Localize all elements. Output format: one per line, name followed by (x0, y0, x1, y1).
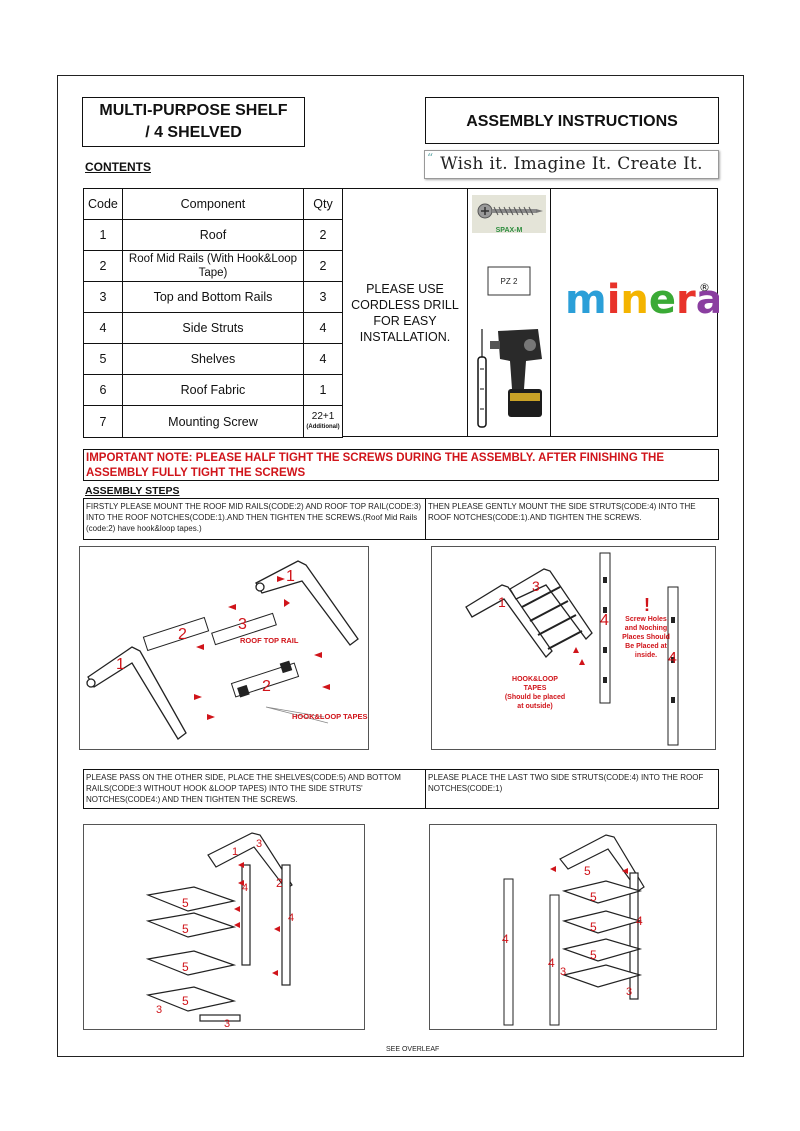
hook-loop-label: HOOK&LOOP TAPES (292, 712, 368, 721)
header-component: Component (122, 189, 303, 220)
row-qty-note: (Additional) (306, 423, 340, 430)
row-code: 6 (84, 375, 123, 406)
logo-letter: m (565, 277, 607, 323)
step1-text: FIRSTLY PLEASE MOUNT THE ROOF MID RAILS(CODE:2) AND ROOF TOP RAIL(CODE:3) INTO THE ROOF NOTCHES(CODE:1).AND THEN TIGHTEN THE SCREWS.(Roof Mid Rails (code:2) have hook&loop tapes.) (83, 498, 426, 540)
quote-icon: “ (427, 151, 434, 165)
row-code: 1 (84, 220, 123, 251)
slogan-text: Wish it. Imagine It. Create It. (440, 154, 703, 174)
row-component: Side Struts (122, 313, 303, 344)
row-code: 3 (84, 282, 123, 313)
label-code-1a: 1 (116, 656, 125, 673)
label-code-5d: 5 (590, 948, 597, 962)
roof-assembly (466, 569, 592, 657)
screw-brand: SPAX-M (495, 227, 523, 234)
label-code-5c: 5 (182, 960, 189, 974)
side-strut-left (504, 879, 513, 1025)
row-code: 4 (84, 313, 123, 344)
row-component: Roof (122, 220, 303, 251)
label-code-3b: 3 (626, 986, 633, 998)
label-code-3: 3 (238, 616, 247, 633)
parts-table (83, 188, 343, 438)
figure-step2-drawing (432, 547, 717, 751)
step2-text: THEN PLEASE GENTLY MOUNT THE SIDE STRUTS(CODE:4) INTO THE ROOF NOTCHES(CODE:1).AND TIGHTEN THE SCREWS. (425, 498, 719, 540)
important-note: IMPORTANT NOTE: PLEASE HALF TIGHT THE SCREWS DURING THE ASSEMBLY. AFTER FINISHING THE ASSEMBLY FULLY TIGHT THE SCREWS (83, 449, 719, 481)
hook-loop-note (502, 675, 568, 711)
row-qty: 3 (304, 282, 343, 313)
label-code-4a: 4 (600, 612, 609, 629)
tools-illustration (468, 189, 552, 438)
logo-letter: r (676, 277, 696, 323)
product-title-line1: MULTI-PURPOSE SHELF (99, 102, 288, 119)
header-qty: Qty (304, 189, 343, 220)
shelf-unit (560, 835, 644, 999)
label-code-4b: 4 (548, 956, 555, 970)
row-qty: 2 (304, 220, 343, 251)
see-overleaf: SEE OVERLEAF (386, 1046, 440, 1053)
logo-letter: n (620, 277, 649, 323)
label-code-5b: 5 (590, 890, 597, 904)
drill-note-cell (342, 188, 468, 437)
roof-mid-rail-left (143, 617, 208, 650)
label-code-5b: 5 (182, 922, 189, 936)
label-code-4a: 4 (502, 932, 509, 946)
label-code-3a: 3 (256, 838, 263, 850)
table-row (84, 251, 343, 282)
assembly-title-box (425, 97, 719, 144)
label-code-5c: 5 (590, 920, 597, 934)
step4-text: PLEASE PLACE THE LAST TWO SIDE STRUTS(CODE:4) INTO THE ROOF NOTCHES(CODE:1) (425, 769, 719, 809)
figure-step1 (79, 546, 369, 750)
product-title-box (82, 97, 305, 147)
label-code-1: 1 (498, 594, 506, 610)
figure-step1-drawing (80, 547, 370, 751)
figure-step3 (83, 824, 365, 1030)
row-component: Shelves (122, 344, 303, 375)
roof-top-rail-label: ROOF TOP RAIL (240, 636, 299, 645)
row-qty: 2 (304, 251, 343, 282)
row-code: 5 (84, 344, 123, 375)
row-component: Top and Bottom Rails (122, 282, 303, 313)
row-qty: 1 (304, 375, 343, 406)
table-row (84, 220, 343, 251)
row-component: Roof Fabric (122, 375, 303, 406)
logo-registered-mark: ® (699, 281, 710, 294)
figure-step4-drawing (430, 825, 718, 1031)
hook-loop-label: HOOK&LOOP TAPES (512, 676, 558, 692)
roof-part-right (256, 561, 358, 645)
table-row (84, 375, 343, 406)
label-code-4c: 4 (636, 914, 643, 928)
assembly-steps-label: ASSEMBLY STEPS (85, 485, 180, 497)
row-qty: 4 (304, 313, 343, 344)
row-code: 2 (84, 251, 123, 282)
label-code-3b: 3 (156, 1004, 163, 1016)
logo-letter: e (648, 277, 677, 323)
step3-text: PLEASE PASS ON THE OTHER SIDE, PLACE THE SHELVES(CODE:5) AND BOTTOM RAILS(CODE:3 WITHOUT HOOK &LOOP TAPES) INTO THE SIDE STRUTS' NOTCHES(CODE4:) AND THEN TIGHTEN THE SCREWS. (83, 769, 426, 809)
label-code-5a: 5 (584, 864, 591, 878)
bit-label: PZ 2 (500, 277, 518, 286)
logo-cell (550, 188, 718, 437)
label-code-2a: 2 (178, 626, 187, 643)
row-code: 7 (84, 406, 123, 438)
header-code: Code (84, 189, 123, 220)
label-code-5a: 5 (182, 896, 189, 910)
contents-label: CONTENTS (85, 160, 151, 174)
label-code-2: 2 (276, 876, 283, 890)
assembly-title: ASSEMBLY INSTRUCTIONS (466, 113, 678, 130)
row-component: Roof Mid Rails (With Hook&Loop Tape) (122, 251, 303, 282)
logo-text (565, 277, 719, 323)
row-qty: 4 (304, 344, 343, 375)
label-code-5d: 5 (182, 994, 189, 1008)
roof-part-left (87, 647, 186, 739)
logo-letter: a (695, 277, 719, 323)
label-code-1: 1 (232, 846, 239, 858)
slogan-banner (424, 150, 719, 179)
table-row (84, 282, 343, 313)
warning-icon: ! (644, 595, 650, 615)
label-code-1b: 1 (286, 568, 295, 585)
table-row (84, 313, 343, 344)
label-code-4a: 4 (242, 882, 249, 894)
drill-note: PLEASE USE CORDLESS DRILL FOR EASY INSTALLATION. (351, 281, 459, 344)
shelves-stack (148, 887, 240, 1021)
row-qty: 22+1 (311, 410, 335, 422)
cordless-drill-icon (490, 329, 542, 417)
direction-arrows (194, 576, 330, 720)
label-code-3c: 3 (224, 1018, 231, 1030)
minera-logo (551, 189, 719, 438)
label-code-4b: 4 (668, 650, 677, 667)
screw-holes-note: Screw Holes and Noching Places Should Be Placed at inside. (622, 616, 670, 659)
tools-cell (467, 188, 551, 437)
label-code-2b: 2 (262, 678, 271, 695)
table-row (84, 406, 343, 438)
label-code-4b: 4 (288, 912, 295, 924)
figure-step3-drawing (84, 825, 366, 1031)
outside-note: (Should be placed at outside) (504, 694, 566, 710)
table-row (84, 344, 343, 375)
row-qty-cell (304, 406, 343, 438)
figure-step2 (431, 546, 716, 750)
product-title-line2: / 4 SHELVED (145, 124, 242, 141)
label-code-3: 3 (532, 578, 540, 594)
label-code-3a: 3 (560, 966, 567, 978)
row-component: Mounting Screw (122, 406, 303, 438)
screwdriver-icon (478, 329, 486, 427)
figure-step4 (429, 824, 717, 1030)
logo-letter: i (606, 277, 621, 323)
